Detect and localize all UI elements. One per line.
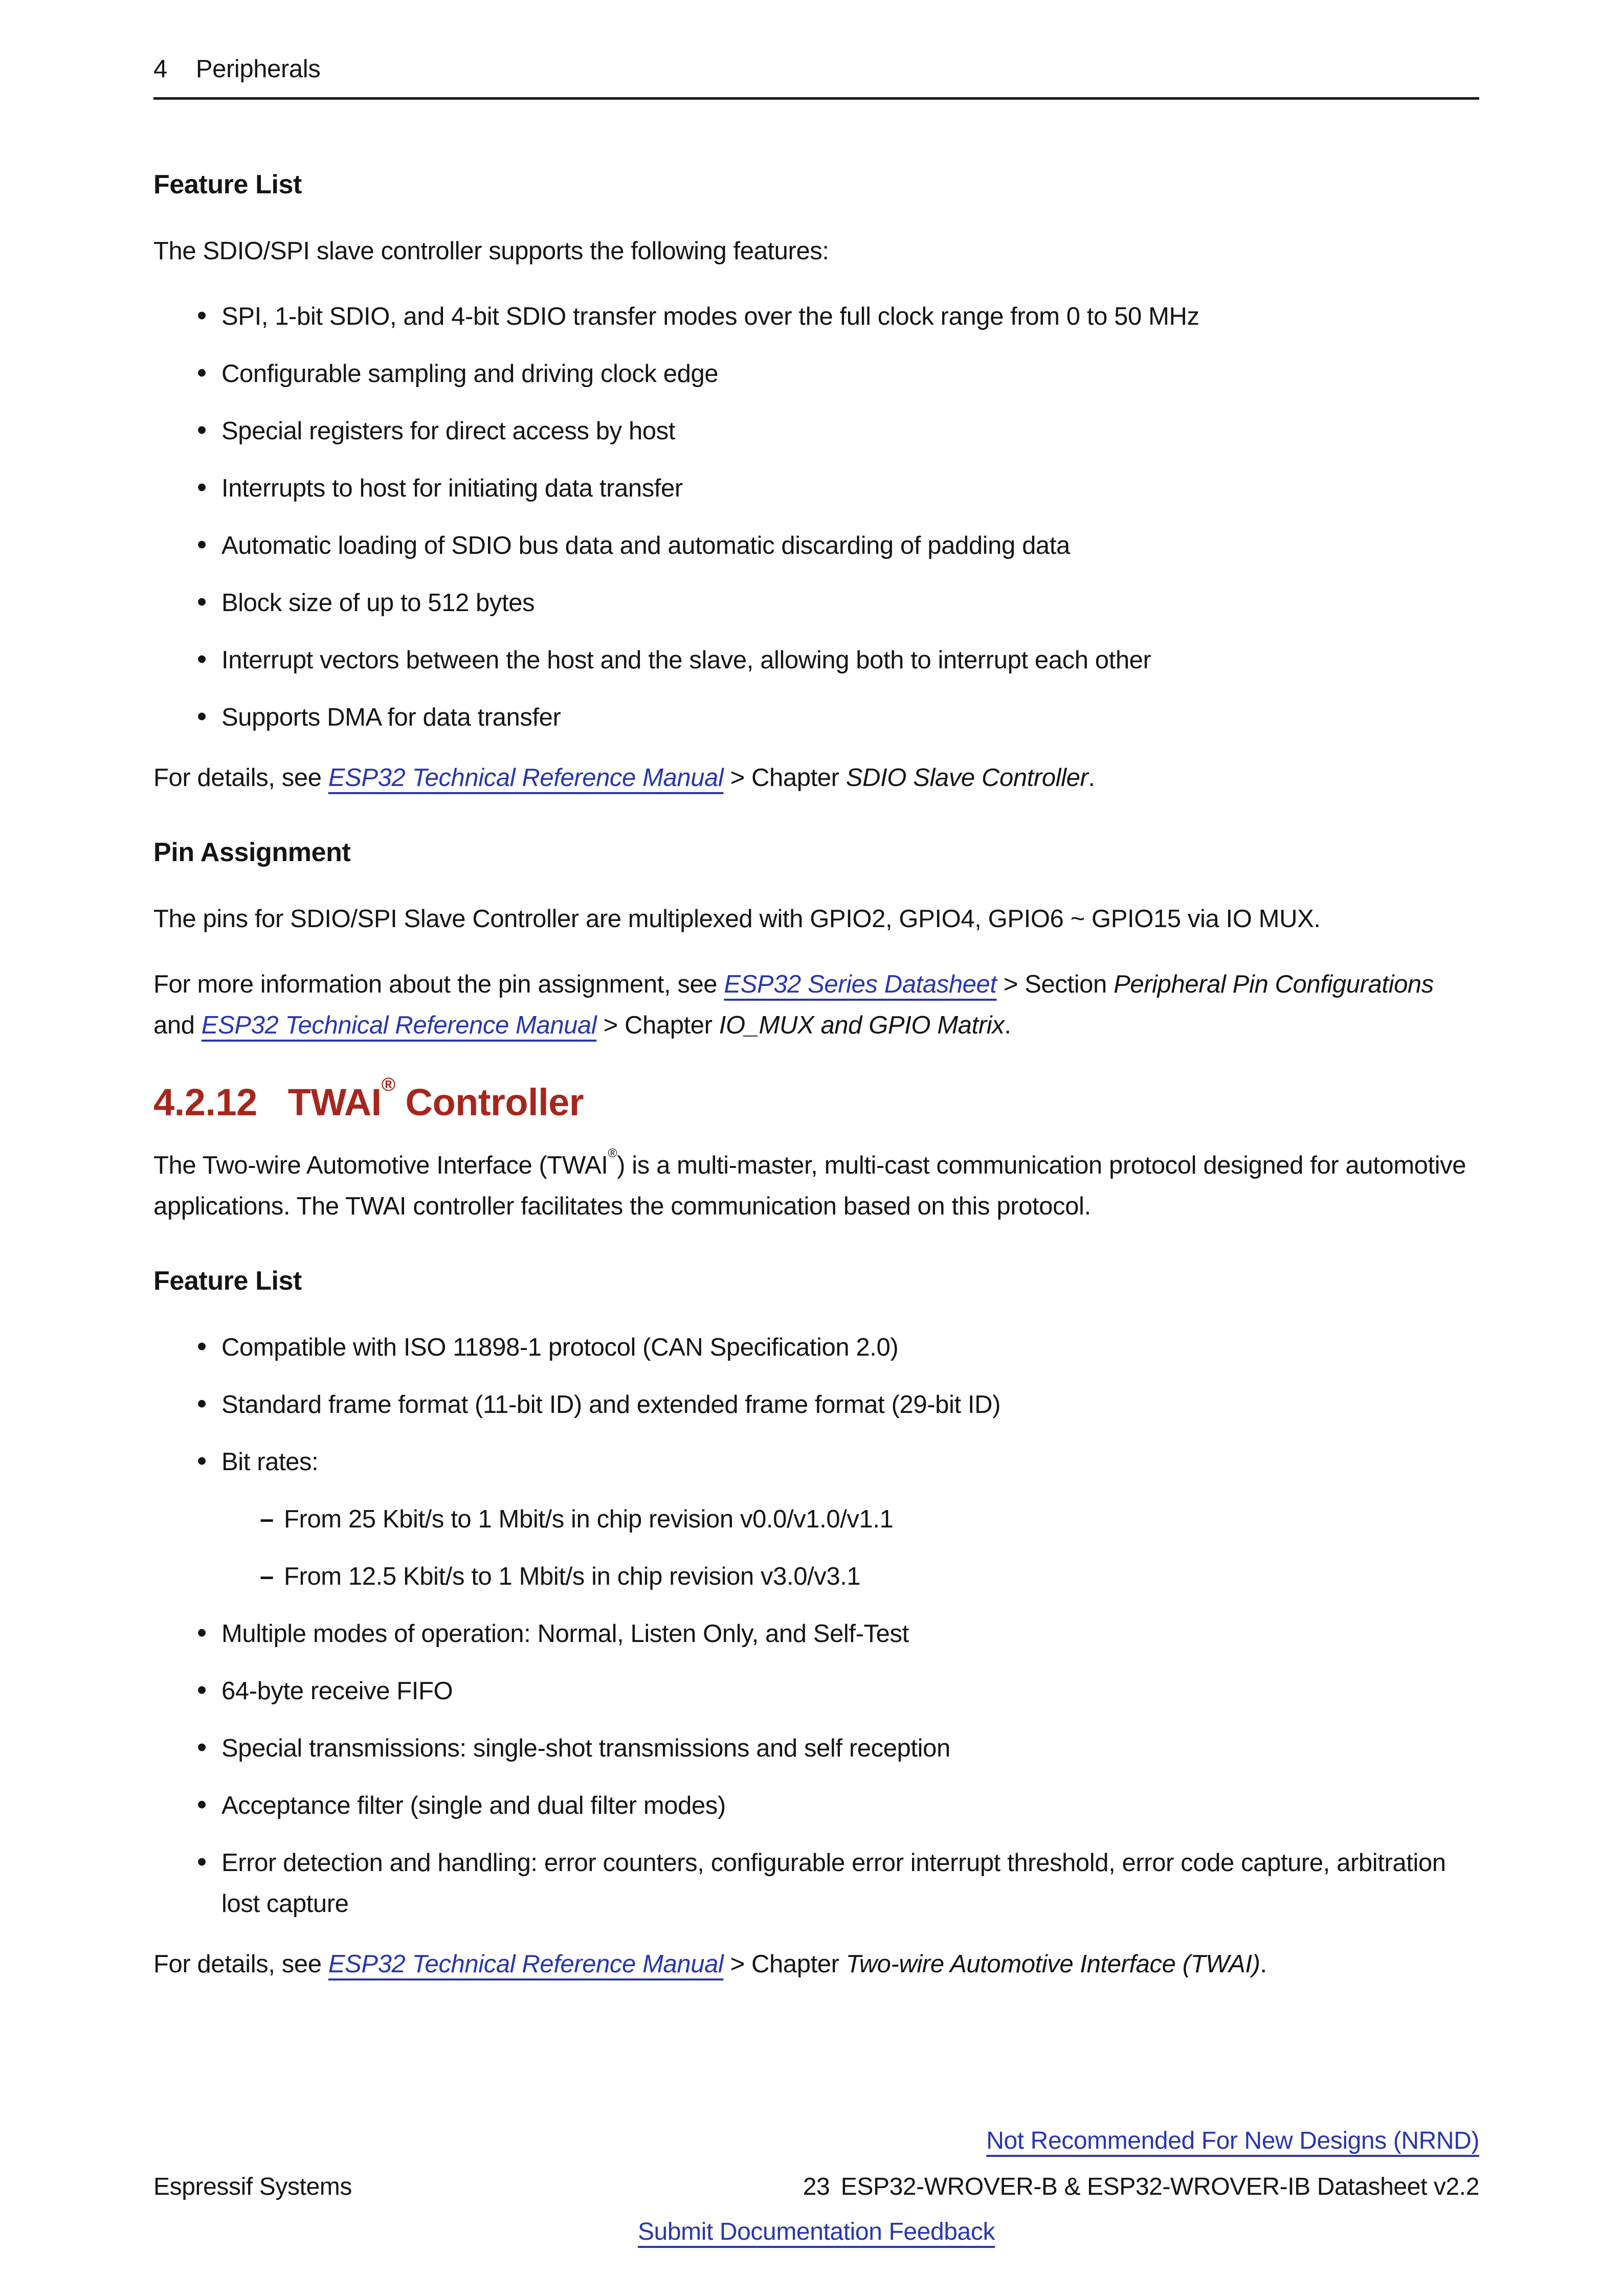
list-item-text: Acceptance filter (single and dual filter modes): [221, 1792, 726, 1819]
text-run: .: [1004, 1011, 1011, 1039]
twai-intro-paragraph: [153, 1145, 1479, 1227]
list-item: [221, 640, 1479, 681]
text-run: For details, see: [153, 1950, 328, 1978]
text-run: > Chapter: [723, 764, 846, 792]
text-run: .: [1088, 764, 1095, 792]
list-item-text: Configurable sampling and driving clock edge: [221, 360, 719, 388]
list-item-text: Interrupt vectors between the host and the slave, allowing both to interrupt each other: [221, 646, 1151, 674]
list-item: [221, 525, 1479, 566]
twai-details-paragraph: [153, 1944, 1479, 1985]
nrnd-link[interactable]: Not Recommended For New Designs (NRND): [986, 2127, 1479, 2154]
section-title: [287, 1074, 584, 1123]
list-item: [221, 1327, 1479, 1368]
nrnd-notice: [153, 2126, 1479, 2156]
sub-list-item-text: From 25 Kbit/s to 1 Mbit/s in chip revision v0.0/v1.0/v1.1: [284, 1505, 894, 1533]
list-item-text: Bit rates:: [221, 1448, 319, 1476]
list-item-text: Special registers for direct access by host: [221, 417, 675, 445]
esp32-series-datasheet-link[interactable]: ESP32 Series Datasheet: [724, 971, 997, 998]
list-item: [221, 353, 1479, 394]
chapter-name-italic: IO_MUX and GPIO Matrix: [719, 1011, 1005, 1039]
text-run: .: [1260, 1950, 1267, 1978]
page-content: [0, 170, 1624, 1985]
section-number: 4.2.12: [153, 1081, 257, 1123]
sub-list-item-text: From 12.5 Kbit/s to 1 Mbit/s in chip revision v3.0/v3.1: [284, 1563, 861, 1590]
footer-row: [153, 2172, 1479, 2202]
section-name-italic: Peripheral Pin Configurations: [1114, 971, 1434, 998]
text-run: > Section: [996, 971, 1114, 998]
chapter-number: 4: [153, 55, 167, 83]
text-run: > Chapter: [723, 1950, 846, 1978]
pin-info-paragraph: [153, 964, 1479, 1046]
text-run: For more information about the pin assignment, see: [153, 971, 724, 998]
list-item-text: Supports DMA for data transfer: [221, 704, 561, 731]
list-item: [221, 1728, 1479, 1769]
twai-feature-list-heading: Feature List: [153, 1266, 302, 1296]
text-run: For details, see: [153, 764, 328, 792]
sub-list-item: [284, 1556, 1479, 1597]
list-item: [221, 1671, 1479, 1712]
list-item: [221, 1442, 1479, 1597]
text-run: The Two-wire Automotive Interface (TWAI: [153, 1152, 608, 1179]
text-run: ) is a multi-master, multi-cast communication protocol designed for automotive applications. The TWAI controller facilitates the communication based on this protocol.: [153, 1152, 1466, 1220]
list-item-text: 64-byte receive FIFO: [221, 1677, 453, 1705]
text-run: > Chapter: [596, 1011, 719, 1039]
footer-page-number: 23: [803, 2173, 830, 2200]
footer-company: Espressif Systems: [153, 2173, 352, 2200]
list-item: [221, 296, 1479, 337]
sdio-feature-list: [153, 296, 1479, 738]
list-item: [221, 1785, 1479, 1826]
bit-rates-sublist: [221, 1499, 1479, 1597]
text-run: and: [153, 1011, 202, 1039]
list-item-text: Compatible with ISO 11898-1 protocol (CAN Specification 2.0): [221, 1334, 899, 1361]
twai-section-heading: [153, 1074, 1479, 1127]
footer-doc-title: ESP32-WROVER-B & ESP32-WROVER-IB Datasheet v2.2: [840, 2173, 1479, 2200]
feedback-row: [153, 2217, 1479, 2247]
feedback-link[interactable]: Submit Documentation Feedback: [637, 2218, 995, 2245]
list-item-text: Error detection and handling: error counters, configurable error interrupt threshold, error code capture, arbitration lost capture: [221, 1849, 1446, 1918]
twai-feature-list: [153, 1327, 1479, 1924]
pin-assignment-heading: Pin Assignment: [153, 838, 351, 867]
chapter-title: Peripherals: [195, 55, 321, 83]
list-item-text: Special transmissions: single-shot transmissions and self reception: [221, 1735, 950, 1762]
page-footer: [153, 2126, 1479, 2247]
page-header: [153, 0, 1479, 100]
list-item: [221, 697, 1479, 738]
list-item: [221, 1842, 1479, 1924]
esp32-trm-link[interactable]: ESP32 Technical Reference Manual: [328, 764, 724, 792]
registered-trademark-sup: ®: [608, 1146, 617, 1160]
list-item-text: SPI, 1-bit SDIO, and 4-bit SDIO transfer modes over the full clock range from 0 to 50 MHz: [221, 303, 1199, 330]
chapter-heading: [153, 53, 1479, 85]
sdio-feature-list-heading: Feature List: [153, 170, 302, 199]
list-item: [221, 1613, 1479, 1654]
text-run: Controller: [395, 1081, 584, 1123]
sdio-details-paragraph: [153, 757, 1479, 798]
text-run: TWAI: [287, 1081, 382, 1123]
list-item-text: Multiple modes of operation: Normal, Listen Only, and Self-Test: [221, 1620, 909, 1648]
list-item-text: Block size of up to 512 bytes: [221, 589, 535, 617]
list-item-text: Interrupts to host for initiating data transfer: [221, 475, 683, 502]
chapter-name-italic: Two-wire Automotive Interface (TWAI): [846, 1950, 1260, 1978]
list-item: [221, 1384, 1479, 1425]
list-item-text: Standard frame format (11-bit ID) and extended frame format (29-bit ID): [221, 1391, 1000, 1419]
list-item: [221, 582, 1479, 623]
pin-assignment-paragraph: The pins for SDIO/SPI Slave Controller are multiplexed with GPIO2, GPIO4, GPIO6 ~ GPIO15 via IO MUX.: [153, 905, 1321, 933]
sdio-intro-paragraph: The SDIO/SPI slave controller supports the following features:: [153, 237, 829, 265]
chapter-name-italic: SDIO Slave Controller: [846, 764, 1088, 792]
esp32-trm-link[interactable]: ESP32 Technical Reference Manual: [328, 1950, 724, 1978]
registered-trademark-sup: ®: [381, 1074, 395, 1095]
esp32-trm-link[interactable]: ESP32 Technical Reference Manual: [201, 1011, 597, 1039]
list-item: [221, 468, 1479, 509]
sub-list-item: [284, 1499, 1479, 1540]
list-item-text: Automatic loading of SDIO bus data and automatic discarding of padding data: [221, 532, 1070, 559]
list-item: [221, 411, 1479, 452]
